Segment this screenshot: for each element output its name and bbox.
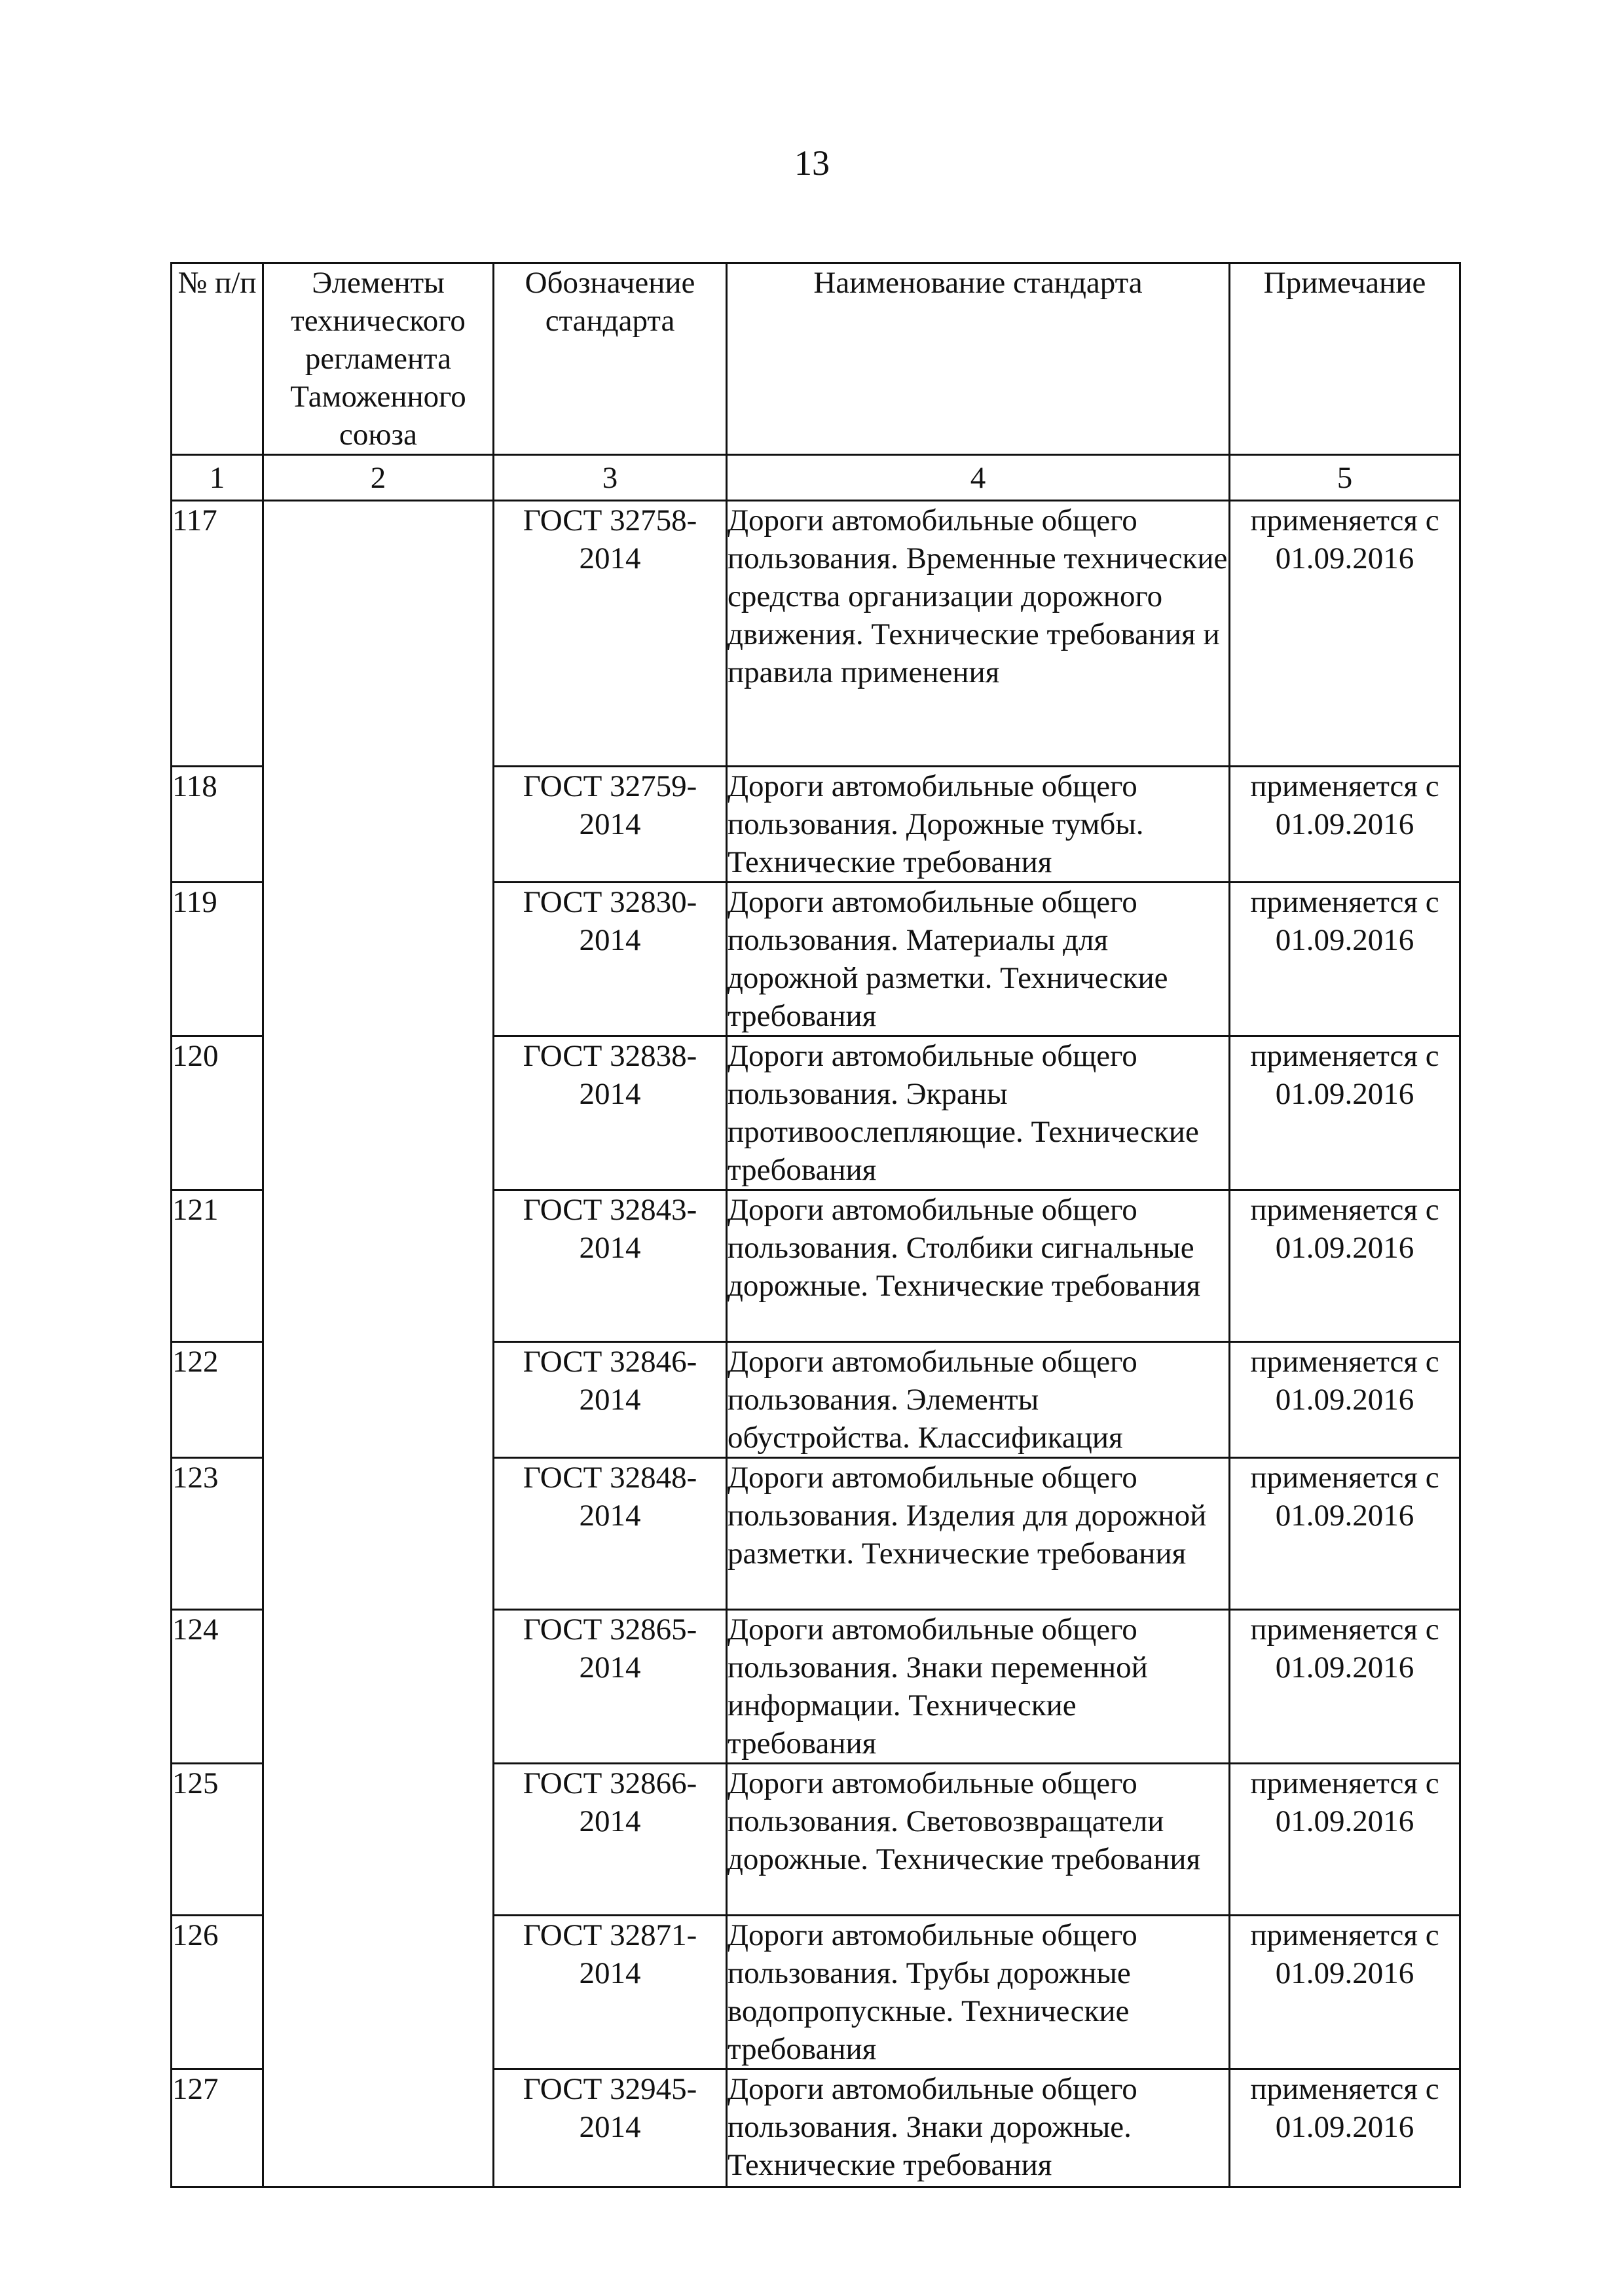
standard-name: Дороги автомобильные общего пользования. Материалы для дорожной разметки. Технические требования bbox=[727, 883, 1230, 1036]
standard-note: применяется с 01.09.2016 bbox=[1230, 1036, 1460, 1190]
standard-note: применяется с 01.09.2016 bbox=[1230, 1610, 1460, 1764]
standard-name: Дороги автомобильные общего пользования. Экраны противоослепляющие. Технические требования bbox=[727, 1036, 1230, 1190]
standard-name: Дороги автомобильные общего пользования. Трубы дорожные водопропускные. Технические требования bbox=[727, 1916, 1230, 2069]
standard-designation: ГОСТ 32758-2014 bbox=[494, 501, 727, 767]
standard-name: Дороги автомобильные общего пользования. Элементы обустройства. Классификация bbox=[727, 1342, 1230, 1458]
row-number: 117 bbox=[172, 501, 263, 767]
standard-note: применяется с 01.09.2016 bbox=[1230, 1190, 1460, 1342]
row-number: 119 bbox=[172, 883, 263, 1036]
standard-designation: ГОСТ 32945-2014 bbox=[494, 2069, 727, 2187]
standard-designation: ГОСТ 32843-2014 bbox=[494, 1190, 727, 1342]
standard-note: применяется с 01.09.2016 bbox=[1230, 1342, 1460, 1458]
standard-designation: ГОСТ 32846-2014 bbox=[494, 1342, 727, 1458]
standard-designation: ГОСТ 32830-2014 bbox=[494, 883, 727, 1036]
column-number-2: 2 bbox=[263, 455, 494, 501]
standard-name: Дороги автомобильные общего пользования. Изделия для дорожной разметки. Технические требования bbox=[727, 1458, 1230, 1610]
header-elements: Элементы технического регламента Таможенного союза bbox=[263, 263, 494, 455]
header-number: № п/п bbox=[172, 263, 263, 455]
page-number: 13 bbox=[794, 143, 830, 183]
standard-note: применяется с 01.09.2016 bbox=[1230, 767, 1460, 883]
standard-designation: ГОСТ 32866-2014 bbox=[494, 1764, 727, 1916]
row-number: 126 bbox=[172, 1916, 263, 2069]
row-number: 121 bbox=[172, 1190, 263, 1342]
header-designation: Обозначение стандарта bbox=[494, 263, 727, 455]
standard-name: Дороги автомобильные общего пользования. Световозвращатели дорожные. Технические требования bbox=[727, 1764, 1230, 1916]
standard-name: Дороги автомобильные общего пользования. Столбики сигнальные дорожные. Технические требования bbox=[727, 1190, 1230, 1342]
elements-cell bbox=[263, 501, 494, 2187]
standard-note: применяется с 01.09.2016 bbox=[1230, 1916, 1460, 2069]
column-number-1: 1 bbox=[172, 455, 263, 501]
standard-name: Дороги автомобильные общего пользования. Знаки переменной информации. Технические требования bbox=[727, 1610, 1230, 1764]
standard-note: применяется с 01.09.2016 bbox=[1230, 1764, 1460, 1916]
row-number: 120 bbox=[172, 1036, 263, 1190]
column-number-3: 3 bbox=[494, 455, 727, 501]
standard-note: применяется с 01.09.2016 bbox=[1230, 883, 1460, 1036]
standard-designation: ГОСТ 32871-2014 bbox=[494, 1916, 727, 2069]
standard-name: Дороги автомобильные общего пользования. Знаки дорожные. Технические требования bbox=[727, 2069, 1230, 2187]
standard-note: применяется с 01.09.2016 bbox=[1230, 501, 1460, 767]
table-row bbox=[172, 501, 1460, 767]
standard-note: применяется с 01.09.2016 bbox=[1230, 2069, 1460, 2187]
standard-note: применяется с 01.09.2016 bbox=[1230, 1458, 1460, 1610]
row-number: 125 bbox=[172, 1764, 263, 1916]
row-number: 123 bbox=[172, 1458, 263, 1610]
standard-name: Дороги автомобильные общего пользования. Дорожные тумбы. Технические требования bbox=[727, 767, 1230, 883]
standard-designation: ГОСТ 32848-2014 bbox=[494, 1458, 727, 1610]
column-number-5: 5 bbox=[1230, 455, 1460, 501]
standard-designation: ГОСТ 32759-2014 bbox=[494, 767, 727, 883]
standards-table bbox=[170, 262, 1461, 2188]
row-number: 118 bbox=[172, 767, 263, 883]
row-number: 127 bbox=[172, 2069, 263, 2187]
header-name: Наименование стандарта bbox=[727, 263, 1230, 455]
row-number: 124 bbox=[172, 1610, 263, 1764]
standard-designation: ГОСТ 32838-2014 bbox=[494, 1036, 727, 1190]
standard-designation: ГОСТ 32865-2014 bbox=[494, 1610, 727, 1764]
standard-name: Дороги автомобильные общего пользования. Временные технические средства организации дорожного движения. Технические требования и правила применения bbox=[727, 501, 1230, 767]
header-note: Примечание bbox=[1230, 263, 1460, 455]
row-number: 122 bbox=[172, 1342, 263, 1458]
column-number-4: 4 bbox=[727, 455, 1230, 501]
